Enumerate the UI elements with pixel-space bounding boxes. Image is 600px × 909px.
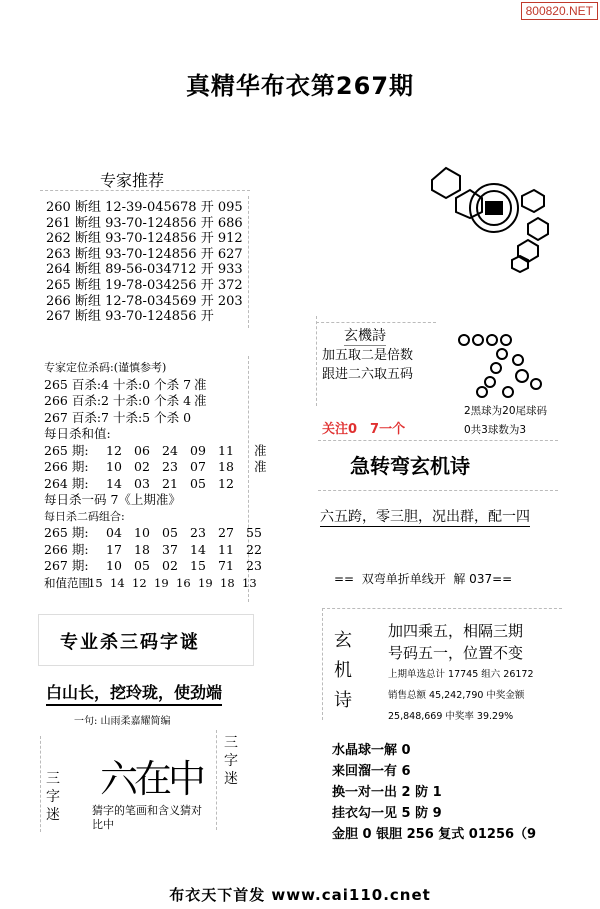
combo-row: 267 期: 10 05 02 15 71 23 [44,558,262,573]
expert-list [46,200,243,325]
combo-heading: 每日杀二码组合: [44,509,125,523]
list-item: 266 断组 12-78-034569 开 203 [46,293,243,309]
list-item: 267 断组 93-70-124856 开 [46,309,214,325]
kill-row: 265 百杀:4 十杀:0 个杀 7 准 [44,376,207,392]
xuanji-title: 玄機詩 [344,325,386,346]
divider [322,608,562,609]
diamond-ball-icon [522,190,544,212]
divider [318,440,558,441]
xuanji-lines: 加五取二是倍数 跟进二六取五码 [322,348,414,382]
ball-hint: 2黑球为20尾球码 0共3球数为3 [464,405,548,436]
double-line-hint: == 双弯单折单线开 解 037== [334,572,513,586]
list-item: 水晶球一解 0 [332,743,411,758]
ball-cluster-graphic [412,160,562,280]
list-item: 263 断组 93-70-124856 开 627 [46,246,243,262]
sum-row: 264 期: 14 03 21 05 12 [44,475,234,491]
site-badge[interactable]: 800820.NET [521,2,598,20]
riddle-word: 六在中 [100,757,203,801]
kill-row: 267 百杀:7 十杀:5 个杀 0 [44,409,192,425]
diamond-ball-icon [518,240,538,262]
diamond-ball-icon [528,218,548,240]
kill-heading: 专家定位杀码:(谨慎参考) [44,361,167,374]
expert-heading: 专家推荐 [100,171,165,190]
combo-row: 265 期: 04 10 05 23 27 55 [44,525,262,540]
divider [216,730,217,830]
page-title: 真精华布衣第267期 [185,72,415,100]
footer[interactable]: 布衣天下首发 www.cai110.cnet [169,886,431,904]
diamond-ball-icon [512,256,528,272]
seven-ball-graphic [452,330,552,406]
xuanji2-lines: 加四乘五，相隔三期 号码五一，位置不变 [388,622,524,662]
list-item: 261 断组 93-70-124856 开 686 [46,215,243,231]
zimi-title: 专业杀三码字谜 [60,632,200,653]
diamond-ball-icon [432,168,460,198]
combo-row: 和值范围15 14 12 19 16 19 18 13 [44,575,257,590]
xuanji2-vertical-title: 玄 机 诗 [334,630,352,711]
side-label-right: 三 字 迷 [224,735,238,787]
list-item: 换一对一出 2 防 1 [332,785,442,800]
divider [40,190,250,191]
side-label-left: 三 字 迷 [46,771,60,823]
poem-title: 急转弯玄机诗 [350,454,470,478]
kill-row: 266 百杀:2 十杀:0 个杀 4 准 [44,393,207,408]
list-item: 265 断组 19-78-034256 开 372 [46,277,243,293]
sales-stats: 上期单选总计 17745 组六 26172 销售总额 45,242,790 中奖金额 25,848,669 中奖率 39.29% [388,669,534,722]
one-code-line: 每日杀一码 7《上期准》 [44,492,181,507]
list-item: 262 断组 93-70-124856 开 912 [46,231,243,247]
tips-list [332,740,536,845]
sum-row: 266 期: 10 02 23 07 18 准 [44,459,267,474]
list-item: 260 断组 12-39-045678 开 095 [46,200,243,215]
sum-heading: 每日杀和值: [44,426,111,441]
zimi-note: 猜字的笔画和含义猜对比中 [92,804,202,831]
list-item: 264 断组 89-56-034712 开 933 [46,262,243,278]
poem-line: 六五跨，零三胆，况出群，配一四 [320,506,530,527]
focus-label: 关注0 7一个 [322,422,406,437]
combo-row: 266 期: 17 18 37 14 11 22 [44,541,262,557]
zimi-riddle: 白山长，挖玲珑，使劲端 [46,680,222,706]
list-item: 金胆 0 银胆 256 复式 01256（9 [332,827,537,842]
divider [316,316,317,406]
divider [322,608,323,720]
zimi-hint: 一句: 山雨柔嘉耀简编 [74,716,171,727]
divider [248,196,249,328]
sum-row: 265 期: 12 06 24 09 11 准 [44,442,267,458]
list-item: 挂衣勾一见 5 防 9 [332,806,442,821]
list-item: 来回溜一有 6 [332,764,411,779]
divider [318,490,558,491]
divider [40,736,41,832]
divider [316,322,436,323]
